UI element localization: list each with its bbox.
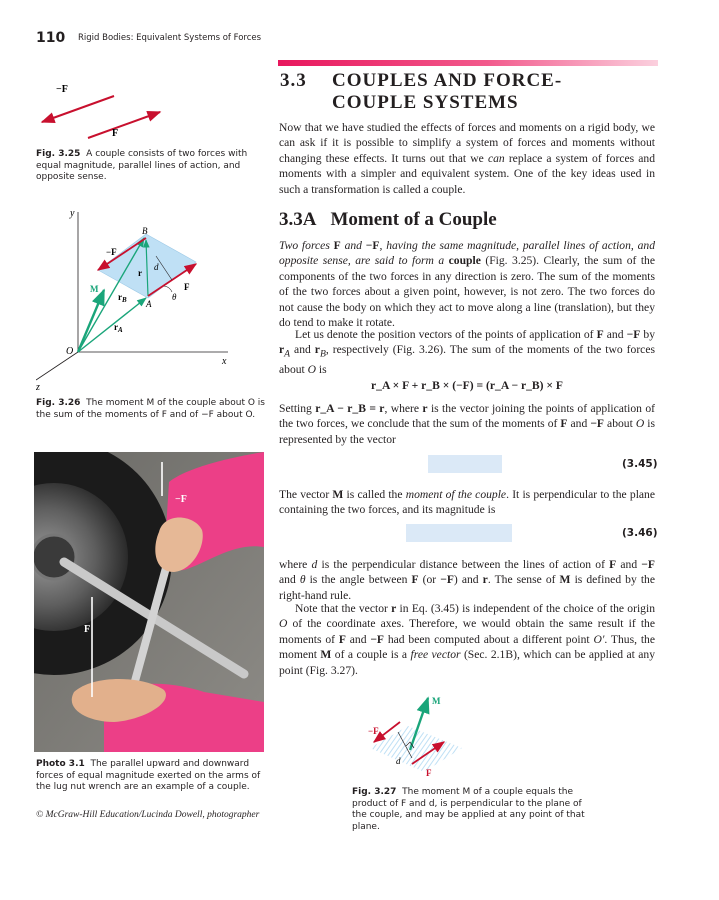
paragraph-vector-r: Setting r_A − r_B = r, where r is the vector joining the points of application of the two forces, we conclude that the sum of the moments of F and −F about O is represented by the vector: [279, 402, 655, 446]
subsection-title: Moment of a Couple: [330, 209, 497, 230]
label-f: F: [426, 768, 432, 778]
label-minus-f: −F: [56, 84, 68, 95]
equation-number-3-46: (3.46): [622, 527, 658, 539]
label-origin: O: [66, 346, 74, 357]
caption-figure-3-26: Fig. 3.26 The moment M of the couple about O is the sum of the moments of F and of −F about O.: [36, 398, 265, 420]
label-minus-f: −F: [368, 726, 379, 736]
paragraph-free-vector: Note that the vector r in Eq. (3.45) is independent of the choice of the origin O of the coordinate axes. Therefore, we would obtain the same result if the moments of F and −F had been computed about a different point O′. Thus, the moment M of a couple is a free vector (Sec. 2.1B), which can be applied at any point (Fig. 3.27).: [279, 602, 655, 677]
subsection-number: 3.3A: [279, 209, 317, 230]
label-rB: $r_B$: [118, 292, 127, 304]
page-number: 110: [36, 30, 66, 46]
photo-credit: © McGraw-Hill Education/Lucinda Dowell, photographer: [36, 810, 260, 820]
photo-label-f: F: [84, 624, 91, 635]
photo-hub: [34, 535, 76, 579]
label-d: d: [154, 262, 159, 272]
figure-3-25: [36, 80, 166, 146]
equation-moment-sum: r_A × F + r_B × (−F) = (r_A − r_B) × F: [371, 379, 563, 392]
subsection-heading: [279, 209, 497, 231]
equation-3-46-box: [406, 524, 512, 542]
vector-f: [88, 112, 160, 138]
figure-3-27: [360, 690, 470, 782]
running-head: Rigid Bodies: Equivalent Systems of Forces: [78, 33, 262, 43]
photo-lug-wrench: [34, 452, 264, 752]
label-a: A: [146, 299, 152, 309]
caption-figure-3-25: Fig. 3.25 A couple consists of two forces with equal magnitude, parallel lines of action, and opposite sense.: [36, 149, 248, 183]
figure-3-26: [36, 204, 256, 394]
section-number: 3.3: [280, 70, 307, 91]
label-theta: θ: [172, 292, 177, 302]
section-title-line2: COUPLE SYSTEMS: [332, 92, 519, 113]
label-r: r: [138, 268, 142, 278]
label-b: B: [142, 226, 148, 236]
equation-number-3-45: (3.45): [622, 458, 658, 470]
section-accent-bar: [278, 60, 658, 66]
label-m: M: [90, 284, 99, 294]
label-f: F: [112, 128, 119, 139]
angle-theta-arc: [164, 286, 172, 292]
label-d: d: [396, 756, 401, 766]
photo-label-minus-f: −F: [175, 494, 187, 505]
label-minus-f: −F: [106, 247, 117, 257]
paragraph-couple-definition: Two forces F and −F, having the same magnitude, parallel lines of action, and opposite sense, are said to form a couple (Fig. 3.25). Clearly, the sum of the components of the two forces in any direction is zero. The sum of the moments of the two forces about a given point, however, is not zero. The two forces do not cause the body on which they act to move along a line (translation), but they do tend to make it rotate.: [279, 239, 655, 330]
label-z: z: [36, 382, 40, 393]
equation-3-45-box: [428, 455, 502, 473]
label-f: F: [184, 282, 190, 292]
vector-m: [78, 290, 104, 352]
label-x: x: [222, 356, 227, 367]
section-title-line1: COUPLES AND FORCE-: [332, 70, 563, 91]
label-m: M: [432, 696, 441, 706]
paragraph-position-vectors: Let us denote the position vectors of the points of application of F and −F by $r_A$ and $r_B$, respectively (Fig. 3.26). The sum of the moments of the two forces about O is: [279, 328, 655, 377]
caption-figure-3-27: Fig. 3.27 The moment M of a couple equals the product of F and d, is perpendicular to the plane of the couple, and may be applied at any point of that plane.: [352, 787, 585, 832]
paragraph-moment-of-couple: The vector M is called the moment of the couple. It is perpendicular to the plane containing the two forces, and its magnitude is: [279, 488, 655, 517]
label-rA: $r_A$: [114, 322, 123, 334]
caption-photo-3-1: Photo 3.1 The parallel upward and downward forces of equal magnitude exerted on the arms of the lug nut wrench are an example of a couple.: [36, 759, 261, 793]
vector-minus-f: [42, 96, 114, 122]
intro-paragraph: Now that we have studied the effects of forces and moments on a rigid body, we can ask if it is possible to simplify a system of forces and moments without changing these effects. It turns out that we can replace a system of forces and moments with a simpler and equivalent system. One of the key ideas used in such a transformation is called a couple.: [279, 121, 655, 196]
paragraph-distance-d: where d is the perpendicular distance between the lines of action of F and −F and θ is the angle between F (or −F) and r. The sense of M is defined by the right-hand rule.: [279, 558, 656, 602]
label-y: y: [70, 208, 75, 219]
